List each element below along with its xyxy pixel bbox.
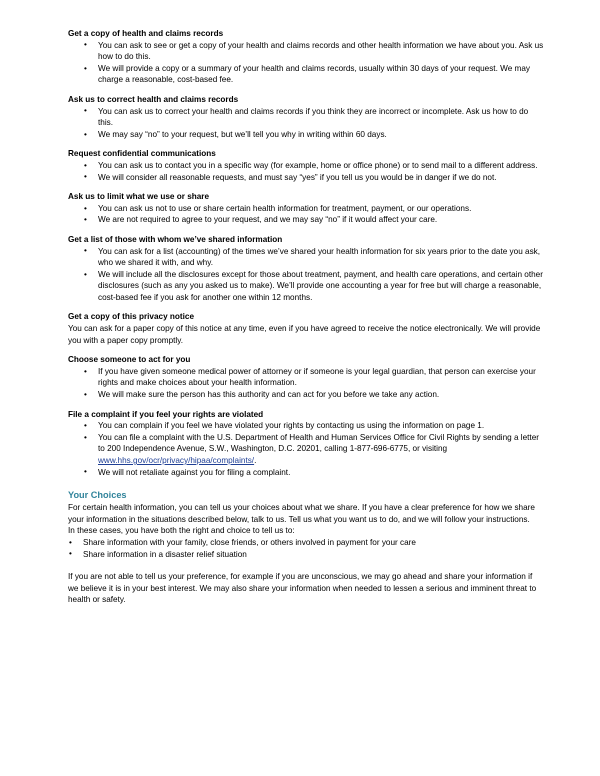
section-heading-get-copy-privacy-notice: Get a copy of this privacy notice (68, 312, 195, 322)
spacer (68, 478, 544, 489)
spacer (68, 140, 544, 148)
your-choices-lead-in: In these cases, you have both the right and choice to tell us to: (68, 526, 295, 536)
bullet-list-choose-someone (68, 366, 544, 401)
list-item: • Share information with your family, close friends, or others involved in payment for your care (68, 537, 544, 549)
your-choices-closing: If you are not able to tell us your preference, for example if you are unconscious, we may go ahead and share your information if we believe it is in your best interest. We may also share your information when needed to lessen a serious and imminent threat to health or safety. (68, 572, 537, 605)
list-item: • We will consider all reasonable requests, and must say “yes” if you tell us you would be in danger if we do not. (68, 172, 544, 184)
spacer (68, 401, 544, 409)
bullet-list-correct-records (68, 106, 544, 141)
complaint-text-before-link: You can file a complaint with the U.S. Department of Health and Human Services Office for Civil Rights by sending a letter to 200 Independence Avenue, S.W., Washington, D.C. 20201, calling 1-877-696-6775, or visiting (98, 432, 539, 454)
list-item: • We will include all the disclosures except for those about treatment, payment, and health care operations, and certain other disclosures (such as any you asked us to make). We’ll provide one accounting a year for free but will charge a reasonable, cost-based fee if you ask for another one within 12 months. (68, 269, 544, 304)
section-heading-your-choices: Your Choices (68, 490, 127, 501)
list-item: • You can complain if you feel we have violated your rights by contacting us using the information on page 1. (68, 420, 544, 432)
section-heading-file-a-complaint: File a complaint if you feel your rights are violated (68, 409, 264, 419)
list-item: • We are not required to agree to your request, and we may say “no” if it would affect your care. (68, 214, 544, 226)
spacer (68, 560, 544, 571)
list-item: • If you have given someone medical power of attorney or if someone is your legal guardian, that person can exercise your rights and make choices about your health information. (68, 366, 544, 389)
section-heading-limit-use-share: Ask us to limit what we use or share (68, 192, 210, 202)
list-item: • We will make sure the person has this authority and can act for you before we take any action. (68, 389, 544, 401)
section-heading-list-shared: Get a list of those with whom we’ve shared information (68, 234, 283, 244)
section-heading-choose-someone: Choose someone to act for you (68, 355, 191, 365)
section-heading-correct-records: Ask us to correct health and claims records (68, 94, 239, 104)
hhs-complaints-link[interactable]: www.hhs.gov/ocr/privacy/hipaa/complaints/ (98, 456, 255, 465)
section-heading-confidential-communications: Request confidential communications (68, 149, 216, 159)
list-item: • You can ask to see or get a copy of your health and claims records and other health information we have about you. Ask us how to do this. (68, 40, 544, 63)
list-item: • You can ask us to correct your health and claims records if you think they are incorrect or incomplete. Ask us how to do this. (68, 106, 544, 129)
bullet-list-limit-use-share (68, 203, 544, 226)
list-item: • We may say “no” to your request, but we’ll tell you why in writing within 60 days. (68, 129, 544, 141)
list-item: • You can ask us not to use or share certain health information for treatment, payment, or our operations. (68, 203, 544, 215)
document-body (68, 28, 544, 606)
list-item: • You can ask us to contact you in a specific way (for example, home or office phone) or to send mail to a different address. (68, 160, 544, 172)
list-item: • You can ask for a list (accounting) of the times we’ve shared your health information for six years prior to the date you ask, who we shared it with, and why. (68, 246, 544, 269)
list-item: • We will not retaliate against you for filing a complaint. (68, 467, 544, 479)
your-choices-intro: For certain health information, you can tell us your choices about what we share. If you have a clear preference for how we share your information in the situations described below, talk to us. Tell us what you want us to do, and we will follow your instructions. (68, 503, 535, 524)
spacer (68, 86, 544, 94)
spacer (68, 183, 544, 191)
spacer (68, 226, 544, 234)
complaint-text-after-link: . (254, 456, 257, 465)
privacy-notice-paragraph: You can ask for a paper copy of this notice at any time, even if you have agreed to receive the notice electronically. We will provide you with a paper copy promptly. (68, 324, 541, 345)
section-heading-get-copy-records: Get a copy of health and claims records (68, 29, 224, 38)
spacer (68, 346, 544, 354)
bullet-list-confidential-communications (68, 160, 544, 183)
spacer (68, 303, 544, 311)
list-item: • Share information in a disaster relief situation (68, 549, 544, 561)
bullet-list-file-a-complaint (68, 420, 544, 478)
list-item: • We will provide a copy or a summary of your health and claims records, usually within 30 days of your request. We may charge a reasonable, cost-based fee. (68, 63, 544, 86)
list-item-with-link (68, 432, 544, 467)
bullet-list-get-copy-records (68, 40, 544, 86)
bullet-list-your-choices (68, 537, 544, 560)
bullet-list-list-shared (68, 246, 544, 304)
